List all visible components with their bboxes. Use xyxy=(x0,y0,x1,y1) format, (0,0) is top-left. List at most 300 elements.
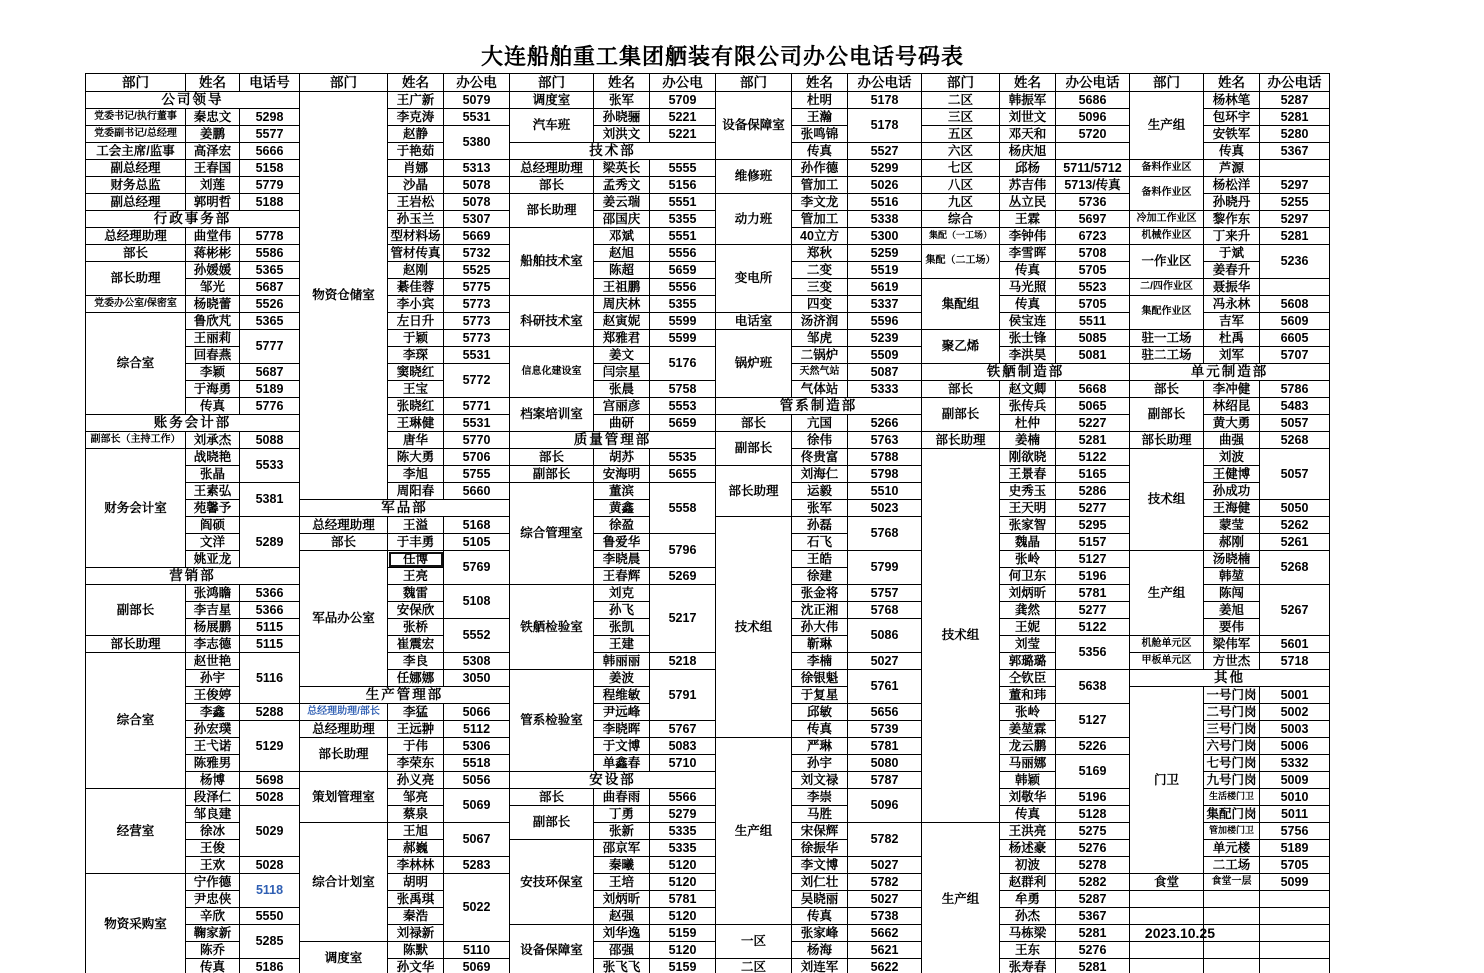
table-cell[interactable]: 四变 xyxy=(792,296,848,313)
table-cell[interactable]: 郭明哲 xyxy=(186,194,240,211)
table-cell[interactable]: 5551 xyxy=(650,228,716,245)
table-cell[interactable]: 郭璐璐 xyxy=(1000,653,1056,670)
table-cell[interactable]: 一区 xyxy=(716,925,792,959)
table-cell[interactable]: 综合计划室 xyxy=(300,823,388,942)
table-cell[interactable]: 总经理助理/部长 xyxy=(300,704,388,721)
table-cell[interactable]: 5086 xyxy=(848,619,922,653)
table-cell[interactable]: 部长 xyxy=(510,449,594,466)
table-cell[interactable]: 5029 xyxy=(240,806,300,857)
table-cell[interactable]: 孙晓丹 xyxy=(1204,194,1260,211)
table-cell[interactable]: 于颖 xyxy=(388,330,444,347)
table-cell[interactable]: 5011 xyxy=(1260,806,1330,823)
table-cell[interactable]: 5259 xyxy=(848,245,922,262)
table-cell[interactable]: 芦源 xyxy=(1204,160,1260,177)
table-cell[interactable]: 5278 xyxy=(1056,857,1130,874)
table-cell[interactable]: 技术组 xyxy=(716,517,792,738)
table-cell[interactable]: 李琛 xyxy=(388,347,444,364)
table-cell[interactable]: 5510 xyxy=(848,483,922,500)
table-cell[interactable]: 总经理助理 xyxy=(86,228,186,245)
table-cell[interactable]: 蒋彬彬 xyxy=(186,245,240,262)
table-cell[interactable]: 5705 xyxy=(1056,262,1130,279)
table-cell[interactable]: 5262 xyxy=(1260,517,1330,534)
table-cell[interactable]: 刘莹 xyxy=(1000,636,1056,653)
table-cell[interactable]: 5279 xyxy=(650,806,716,823)
table-cell[interactable]: 吴晓丽 xyxy=(792,891,848,908)
table-cell[interactable]: 5335 xyxy=(650,840,716,857)
table-cell[interactable]: 5533 xyxy=(240,449,300,483)
section-header-cell[interactable]: 单元制造部 xyxy=(1130,364,1330,381)
col-header-cell[interactable]: 部门 xyxy=(1130,74,1204,92)
table-cell[interactable]: 宋保辉 xyxy=(792,823,848,840)
table-cell[interactable]: 5112 xyxy=(444,721,510,738)
table-cell[interactable]: 调度室 xyxy=(300,942,388,973)
table-cell[interactable]: 5218 xyxy=(650,653,716,670)
table-cell[interactable]: 王春辉 xyxy=(594,568,650,585)
table-cell[interactable]: 王景春 xyxy=(1000,466,1056,483)
table-cell[interactable]: 汤济润 xyxy=(792,313,848,330)
col-header-cell[interactable]: 部门 xyxy=(86,74,186,92)
table-cell[interactable]: 5659 xyxy=(650,415,716,432)
table-cell[interactable]: 5782 xyxy=(848,823,922,857)
table-cell[interactable]: 董和玮 xyxy=(1000,687,1056,704)
table-cell[interactable]: 5105 xyxy=(444,534,510,551)
table-cell[interactable]: 郝刚 xyxy=(1204,534,1260,551)
table-cell[interactable]: 部长 xyxy=(300,534,388,551)
table-cell[interactable] xyxy=(1204,908,1260,925)
table-cell[interactable]: 5010 xyxy=(1260,789,1330,806)
table-cell[interactable]: 马光照 xyxy=(1000,279,1056,296)
table-cell[interactable]: 5281 xyxy=(1056,959,1130,973)
table-cell[interactable]: 赵静 xyxy=(388,126,444,143)
table-cell[interactable]: 5556 xyxy=(650,245,716,262)
table-cell[interactable]: 严琳 xyxy=(792,738,848,755)
table-cell[interactable]: 王丽莉 xyxy=(186,330,240,347)
table-cell[interactable] xyxy=(1260,279,1330,296)
table-cell[interactable]: 邹光 xyxy=(186,279,240,296)
table-cell[interactable]: 财务总监 xyxy=(86,177,186,194)
table-cell[interactable]: 集配（二工场） xyxy=(922,245,1000,279)
table-cell[interactable]: 张飞飞 xyxy=(594,959,650,973)
table-cell[interactable]: 六区 xyxy=(922,143,1000,160)
col-header-cell[interactable]: 办公电话 xyxy=(848,74,922,92)
table-cell[interactable]: 5295 xyxy=(1056,517,1130,534)
table-cell[interactable]: 李楠 xyxy=(792,653,848,670)
table-cell[interactable]: 安保欣 xyxy=(388,602,444,619)
table-cell[interactable]: 陈默 xyxy=(388,942,444,959)
table-cell[interactable]: 邹虎 xyxy=(792,330,848,347)
table-cell[interactable]: 沙晶 xyxy=(388,177,444,194)
table-cell[interactable]: 龚然 xyxy=(1000,602,1056,619)
table-cell[interactable] xyxy=(1204,942,1260,959)
table-cell[interactable]: 门卫 xyxy=(1130,687,1204,874)
table-cell[interactable]: 王健博 xyxy=(1204,466,1260,483)
table-cell[interactable]: 部长助理 xyxy=(300,738,388,772)
table-cell[interactable]: 二锅炉 xyxy=(792,347,848,364)
table-cell[interactable]: 杜禹 xyxy=(1204,330,1260,347)
table-cell[interactable]: 5299 xyxy=(848,160,922,177)
table-cell[interactable]: 总经理助理 xyxy=(510,160,594,177)
table-cell[interactable]: 5526 xyxy=(240,296,300,313)
table-cell[interactable]: 邹良建 xyxy=(186,806,240,823)
section-header-cell[interactable]: 军品部 xyxy=(300,500,510,517)
table-cell[interactable]: 段泽仁 xyxy=(186,789,240,806)
table-cell[interactable]: 5566 xyxy=(650,789,716,806)
table-cell[interactable]: 备料作业区 xyxy=(1130,160,1204,177)
table-cell[interactable]: 部长助理 xyxy=(86,262,186,296)
table-cell[interactable]: 蔡泉 xyxy=(388,806,444,823)
table-cell[interactable]: 5769 xyxy=(444,551,510,585)
table-cell[interactable] xyxy=(1130,942,1204,959)
table-cell[interactable]: 张晓红 xyxy=(388,398,444,415)
table-cell[interactable]: 佟贵富 xyxy=(792,449,848,466)
table-cell[interactable]: 5523 xyxy=(1056,279,1130,296)
table-cell[interactable] xyxy=(1260,160,1330,177)
table-cell[interactable]: 部长助理 xyxy=(86,636,186,653)
table-cell[interactable]: 王皓 xyxy=(792,551,848,568)
table-cell[interactable]: 高泽宏 xyxy=(186,143,240,160)
table-cell[interactable]: 5756 xyxy=(1260,823,1330,840)
table-cell[interactable]: 崔震宏 xyxy=(388,636,444,653)
table-cell[interactable]: 部长助理 xyxy=(922,432,1000,449)
table-cell[interactable]: 徐冰 xyxy=(186,823,240,840)
table-cell[interactable]: 5108 xyxy=(444,585,510,619)
table-cell[interactable]: 物资仓储室 xyxy=(300,92,388,500)
table-cell[interactable]: 5768 xyxy=(848,517,922,551)
table-cell[interactable]: 孙磊 xyxy=(792,517,848,534)
table-cell[interactable]: 档案培训室 xyxy=(510,398,594,432)
table-cell[interactable]: 李洪昊 xyxy=(1000,347,1056,364)
table-cell[interactable]: 6605 xyxy=(1260,330,1330,347)
table-cell[interactable]: 集配组 xyxy=(922,279,1000,330)
col-header-cell[interactable]: 办公电话 xyxy=(1056,74,1130,92)
table-cell[interactable]: 张家智 xyxy=(1000,517,1056,534)
table-cell[interactable]: 5791 xyxy=(650,670,716,721)
table-cell[interactable]: 5027 xyxy=(848,653,922,670)
table-cell[interactable]: 周阳春 xyxy=(388,483,444,500)
table-cell[interactable]: 5772 xyxy=(444,364,510,398)
table-cell[interactable]: 张军 xyxy=(594,92,650,109)
table-cell[interactable]: 李颖 xyxy=(186,364,240,381)
table-cell[interactable]: 5118 xyxy=(240,874,300,908)
table-cell[interactable]: 鞠家新 xyxy=(186,925,240,942)
table-cell[interactable]: 副部长 xyxy=(1130,398,1204,432)
table-cell[interactable]: 赵旭 xyxy=(594,245,650,262)
table-cell[interactable]: 姜文 xyxy=(594,347,650,364)
table-cell[interactable]: 5767 xyxy=(650,721,716,738)
table-cell[interactable]: 二/四作业区 xyxy=(1130,279,1204,296)
table-cell[interactable]: 刘敬华 xyxy=(1000,789,1056,806)
table-cell[interactable]: 5079 xyxy=(444,92,510,109)
table-cell[interactable]: 张寿春 xyxy=(1000,959,1056,973)
table-cell[interactable]: 5096 xyxy=(1056,109,1130,126)
table-cell[interactable]: 5129 xyxy=(240,721,300,772)
table-cell[interactable]: 5057 xyxy=(1260,449,1330,500)
table-cell[interactable]: 5779 xyxy=(240,177,300,194)
col-header-cell[interactable]: 姓名 xyxy=(388,74,444,92)
table-cell[interactable]: 5798 xyxy=(848,466,922,483)
table-cell[interactable]: 5668 xyxy=(1056,381,1130,398)
table-cell[interactable]: 5711/5712 xyxy=(1056,160,1130,177)
table-cell[interactable]: 二号门岗 xyxy=(1204,704,1260,721)
table-cell[interactable]: 5099 xyxy=(1260,874,1330,891)
table-cell[interactable]: 刘克 xyxy=(594,585,650,602)
table-cell[interactable]: 5186 xyxy=(240,959,300,973)
table-cell[interactable]: 部长 xyxy=(510,789,594,806)
table-cell[interactable]: 工会主席/监事 xyxy=(86,143,186,160)
table-cell[interactable]: 刘莲 xyxy=(186,177,240,194)
table-cell[interactable]: 孙杰 xyxy=(1000,908,1056,925)
table-cell[interactable]: 5707 xyxy=(1260,347,1330,364)
table-cell[interactable]: 董滨 xyxy=(594,483,650,500)
col-header-cell[interactable]: 姓名 xyxy=(1000,74,1056,92)
table-cell[interactable]: 5067 xyxy=(444,823,510,857)
table-cell[interactable]: 部长助理 xyxy=(510,194,594,228)
table-cell[interactable]: 5381 xyxy=(240,483,300,517)
table-cell[interactable]: 5057 xyxy=(1260,415,1330,432)
table-cell[interactable]: 军品办公室 xyxy=(300,551,388,687)
table-cell[interactable]: 5178 xyxy=(848,92,922,109)
section-header-cell[interactable]: 公司领导 xyxy=(86,92,300,109)
table-cell[interactable]: 仝钦臣 xyxy=(1000,670,1056,687)
table-cell[interactable]: 于海勇 xyxy=(186,381,240,398)
table-cell[interactable]: 维修班 xyxy=(716,160,792,194)
table-cell[interactable]: 5366 xyxy=(240,602,300,619)
table-cell[interactable]: 窦晓红 xyxy=(388,364,444,381)
table-cell[interactable]: 管加工 xyxy=(792,211,848,228)
table-cell[interactable]: 回春燕 xyxy=(186,347,240,364)
section-header-cell[interactable]: 营销部 xyxy=(86,568,300,585)
table-cell[interactable]: 5660 xyxy=(444,483,510,500)
col-header-cell[interactable]: 姓名 xyxy=(594,74,650,92)
table-cell[interactable]: 5178 xyxy=(848,109,922,143)
table-cell[interactable]: 5776 xyxy=(240,398,300,415)
table-cell[interactable]: 三区 xyxy=(922,109,1000,126)
table-cell[interactable]: 5027 xyxy=(848,891,922,908)
table-cell[interactable]: 5280 xyxy=(1260,126,1330,143)
table-cell[interactable]: 孙大伟 xyxy=(792,619,848,636)
table-cell[interactable]: 部长 xyxy=(922,381,1000,398)
table-cell[interactable]: 5355 xyxy=(650,211,716,228)
table-cell[interactable]: 5069 xyxy=(444,789,510,823)
table-cell[interactable]: 张禹琪 xyxy=(388,891,444,908)
table-cell[interactable]: 动力班 xyxy=(716,194,792,245)
table-cell[interactable]: 5622 xyxy=(848,959,922,973)
table-cell[interactable]: 李志德 xyxy=(186,636,240,653)
table-cell[interactable]: 型材料场 xyxy=(388,228,444,245)
table-cell[interactable]: 5757 xyxy=(848,585,922,602)
table-cell[interactable]: 邹亮 xyxy=(388,789,444,806)
table-cell[interactable]: 5196 xyxy=(1056,789,1130,806)
table-cell[interactable]: 5120 xyxy=(650,908,716,925)
table-cell[interactable]: 王素弘 xyxy=(186,483,240,500)
table-cell[interactable]: 财务会计室 xyxy=(86,449,186,568)
table-cell[interactable]: 5122 xyxy=(1056,619,1130,636)
table-cell[interactable]: 战晓艳 xyxy=(186,449,240,466)
table-cell[interactable]: 5009 xyxy=(1260,772,1330,789)
table-cell[interactable]: 5720 xyxy=(1056,126,1130,143)
table-cell[interactable]: 韩颖 xyxy=(1000,772,1056,789)
table-cell[interactable]: 5281 xyxy=(1056,925,1130,942)
table-cell[interactable]: 天然气站 xyxy=(792,364,848,381)
table-cell[interactable]: 刘文禄 xyxy=(792,772,848,789)
table-cell[interactable]: 胡苏 xyxy=(594,449,650,466)
table-cell[interactable]: 5189 xyxy=(1260,840,1330,857)
table-cell[interactable]: 3050 xyxy=(444,670,510,687)
table-cell[interactable]: 5239 xyxy=(848,330,922,347)
table-cell[interactable]: 徐盈 xyxy=(594,517,650,534)
section-header-cell[interactable]: 其他 xyxy=(1130,670,1330,687)
table-cell[interactable]: 5285 xyxy=(240,925,300,959)
table-cell[interactable]: 李吉星 xyxy=(186,602,240,619)
table-cell[interactable]: 5609 xyxy=(1260,313,1330,330)
table-cell[interactable]: 5120 xyxy=(650,942,716,959)
table-cell[interactable]: 机舱单元区 xyxy=(1130,636,1204,653)
table-cell[interactable]: 5659 xyxy=(650,262,716,279)
table-cell[interactable]: 5509 xyxy=(848,347,922,364)
table-cell[interactable]: 张晨 xyxy=(594,381,650,398)
table-cell[interactable]: 李雪晖 xyxy=(1000,245,1056,262)
table-cell[interactable]: 5236 xyxy=(1260,245,1330,279)
table-cell[interactable]: 冯永林 xyxy=(1204,296,1260,313)
table-cell[interactable]: 张鸣锦 xyxy=(792,126,848,143)
table-cell[interactable]: 5168 xyxy=(444,517,510,534)
table-cell[interactable]: 集配作业区 xyxy=(1130,296,1204,330)
table-cell[interactable]: 孙宇 xyxy=(186,670,240,687)
table-cell[interactable]: 5666 xyxy=(240,143,300,160)
table-cell[interactable]: 三号门岗 xyxy=(1204,721,1260,738)
table-cell[interactable]: 5687 xyxy=(240,364,300,381)
table-cell[interactable]: 5188 xyxy=(240,194,300,211)
table-cell[interactable]: 5268 xyxy=(1260,551,1330,585)
table-cell[interactable]: 杨展鹏 xyxy=(186,619,240,636)
table-cell[interactable]: 5697 xyxy=(1056,211,1130,228)
table-cell[interactable]: 刘洪文 xyxy=(594,126,650,143)
table-cell[interactable]: 邱杨 xyxy=(1000,160,1056,177)
table-cell[interactable]: 5782 xyxy=(848,874,922,891)
table-cell[interactable]: 部长 xyxy=(1130,381,1204,398)
table-cell[interactable]: 邓斌 xyxy=(594,228,650,245)
table-cell[interactable]: 5656 xyxy=(848,704,922,721)
table-cell[interactable]: 陈大勇 xyxy=(388,449,444,466)
table-cell[interactable]: 5159 xyxy=(650,959,716,973)
table-cell[interactable]: 5552 xyxy=(444,619,510,653)
table-cell[interactable]: 5227 xyxy=(1056,415,1130,432)
table-cell[interactable]: 肖娜 xyxy=(388,160,444,177)
section-header-cell[interactable]: 质量管理部 xyxy=(510,432,716,449)
table-cell[interactable]: 王东 xyxy=(1000,942,1056,959)
table-cell[interactable]: 郑秋 xyxy=(792,245,848,262)
table-cell[interactable]: 李晓晨 xyxy=(594,551,650,568)
table-cell[interactable]: 宫丽彦 xyxy=(594,398,650,415)
table-cell[interactable]: 聚乙烯 xyxy=(922,330,1000,364)
table-cell[interactable]: 5286 xyxy=(1056,483,1130,500)
table-cell[interactable]: 科研技术室 xyxy=(510,296,594,347)
table-cell[interactable]: 5115 xyxy=(240,636,300,653)
table-cell[interactable]: 马丽娜 xyxy=(1000,755,1056,772)
table-cell[interactable]: 5333 xyxy=(848,381,922,398)
table-cell[interactable]: 生产组 xyxy=(1130,92,1204,160)
table-cell[interactable]: 信息化建设室 xyxy=(510,347,594,398)
table-cell[interactable]: 冷加工作业区 xyxy=(1130,211,1204,228)
table-cell[interactable]: 张岭 xyxy=(1000,551,1056,568)
table-cell[interactable]: 5028 xyxy=(240,857,300,874)
table-cell[interactable]: 5531 xyxy=(444,347,510,364)
table-cell[interactable]: 于文博 xyxy=(594,738,650,755)
table-cell[interactable]: 技术组 xyxy=(1130,449,1204,551)
table-cell[interactable]: 赵刚 xyxy=(388,262,444,279)
table-cell[interactable]: 5771 xyxy=(444,398,510,415)
table-cell[interactable]: 管加楼门卫 xyxy=(1204,823,1260,840)
table-cell[interactable]: 传真 xyxy=(186,959,240,973)
table-cell[interactable]: 5289 xyxy=(240,517,300,568)
table-cell[interactable]: 5027 xyxy=(848,857,922,874)
table-cell[interactable]: 王岩松 xyxy=(388,194,444,211)
table-cell[interactable]: 刘军 xyxy=(1204,347,1260,364)
table-cell[interactable]: 闫宗星 xyxy=(594,364,650,381)
table-cell[interactable]: 5781 xyxy=(848,738,922,755)
table-cell[interactable]: 孙玉兰 xyxy=(388,211,444,228)
table-cell[interactable]: 安海明 xyxy=(594,466,650,483)
table-cell[interactable]: 曲强 xyxy=(1204,432,1260,449)
table-cell[interactable]: 5276 xyxy=(1056,840,1130,857)
table-cell[interactable]: 梁伟军 xyxy=(1204,636,1260,653)
table-cell[interactable]: 管材传真 xyxy=(388,245,444,262)
table-cell[interactable]: 5281 xyxy=(1260,228,1330,245)
table-cell[interactable]: 运毅 xyxy=(792,483,848,500)
table-cell[interactable]: 左日升 xyxy=(388,313,444,330)
table-cell[interactable]: 刚欲晓 xyxy=(1000,449,1056,466)
table-cell[interactable]: 王广新 xyxy=(388,92,444,109)
table-cell[interactable]: 苏吉伟 xyxy=(1000,177,1056,194)
table-cell[interactable] xyxy=(1260,942,1330,959)
table-cell[interactable]: 传真 xyxy=(1000,296,1056,313)
table-cell[interactable]: 综合室 xyxy=(86,653,186,789)
table-cell[interactable]: 5775 xyxy=(444,279,510,296)
table-cell[interactable]: 5799 xyxy=(848,551,922,585)
table-cell[interactable]: 5773 xyxy=(444,330,510,347)
table-cell[interactable]: 5705 xyxy=(1260,857,1330,874)
table-cell[interactable]: 5276 xyxy=(1056,942,1130,959)
table-cell[interactable]: 铁舾检验室 xyxy=(510,585,594,670)
table-cell[interactable]: 5261 xyxy=(1260,534,1330,551)
table-cell[interactable]: 陈雅男 xyxy=(186,755,240,772)
table-cell[interactable] xyxy=(1260,908,1330,925)
table-cell[interactable]: 牟勇 xyxy=(1000,891,1056,908)
table-cell[interactable]: 设备保障室 xyxy=(716,92,792,160)
table-cell[interactable]: 5705 xyxy=(1056,296,1130,313)
table-cell[interactable]: 王春国 xyxy=(186,160,240,177)
table-cell[interactable]: 5531 xyxy=(444,109,510,126)
table-cell[interactable]: 刘波 xyxy=(1204,449,1260,466)
table-cell[interactable]: 王琳健 xyxy=(388,415,444,432)
table-cell[interactable]: 食堂一层 xyxy=(1204,874,1260,891)
table-cell[interactable]: 张家峰 xyxy=(792,925,848,942)
table-cell[interactable]: 5128 xyxy=(1056,806,1130,823)
table-cell[interactable]: 5332 xyxy=(1260,755,1330,772)
table-cell[interactable]: 管系检验室 xyxy=(510,670,594,772)
table-cell[interactable]: 孙飞 xyxy=(594,602,650,619)
table-cell[interactable]: 5698 xyxy=(240,772,300,789)
table-cell[interactable]: 5619 xyxy=(848,279,922,296)
table-cell[interactable]: 驻二工场 xyxy=(1130,347,1204,364)
table-cell[interactable]: 5516 xyxy=(848,194,922,211)
table-cell[interactable]: 5297 xyxy=(1260,211,1330,228)
table-cell[interactable]: 曲堂伟 xyxy=(186,228,240,245)
table-cell[interactable]: 李崇 xyxy=(792,789,848,806)
table-cell[interactable]: 黎作东 xyxy=(1204,211,1260,228)
table-cell[interactable] xyxy=(1260,959,1330,973)
table-cell[interactable]: 单元楼 xyxy=(1204,840,1260,857)
